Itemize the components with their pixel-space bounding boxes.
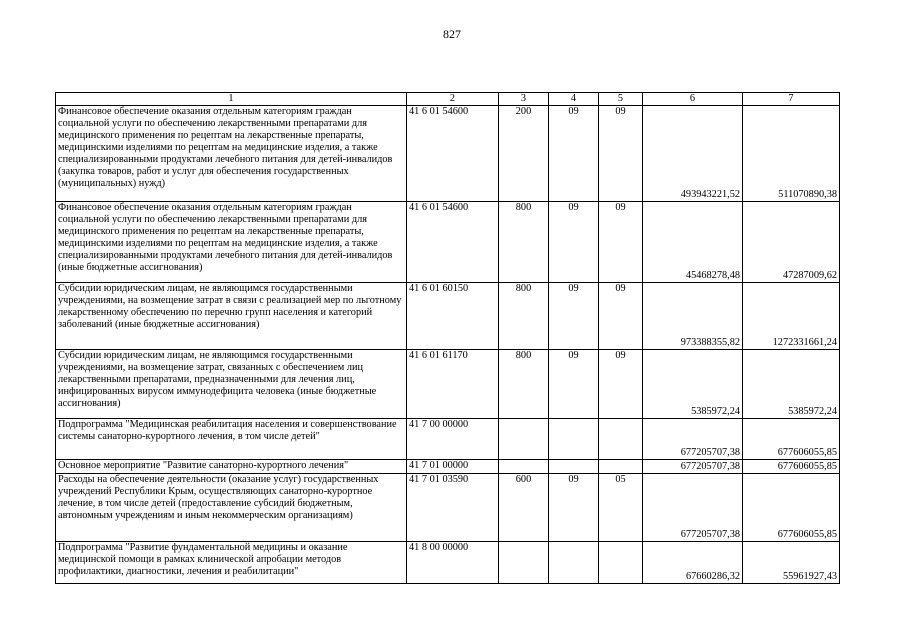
row-col7: 5385972,24 <box>743 350 840 419</box>
row-col6: 67660286,32 <box>643 542 743 584</box>
table-row <box>56 106 840 202</box>
header-cell: 2 <box>407 93 499 106</box>
row-col4: 09 <box>549 283 599 350</box>
row-col5: 09 <box>599 283 643 350</box>
row-col4: 09 <box>549 474 599 542</box>
row-col7: 55961927,43 <box>743 542 840 584</box>
table-row <box>56 350 840 419</box>
header-cell: 5 <box>599 93 643 106</box>
row-col3: 800 <box>499 350 549 419</box>
row-col7: 511070890,38 <box>743 106 840 202</box>
row-col6: 677205707,38 <box>643 474 743 542</box>
row-code: 41 6 01 54600 <box>407 202 499 283</box>
row-col5 <box>599 419 643 460</box>
row-name: Финансовое обеспечение оказания отдельным категориям граждан социальной услуги по обеспечению лекарственными препаратами для медицинского применения по рецептам на лекарственные препараты, медицинскими изделиями по рецептам на медицинские изделия, а также специализированными продуктами лечебного питания для детей-инвалидов (закупка товаров, работ и услуг для обеспечения государственных (муниципальных) нужд) <box>56 106 407 202</box>
row-code: 41 6 01 60150 <box>407 283 499 350</box>
row-col3 <box>499 419 549 460</box>
row-name: Расходы на обеспечение деятельности (оказание услуг) государственных учреждений Республики Крым, осуществляющих санаторно-курортное лечение, в том числе детей (предоставление субсидий бюджетным, автономным учреждениям и иным некоммерческим организациям) <box>56 474 407 542</box>
row-name: Основное мероприятие "Развитие санаторно-курортного лечения" <box>56 460 407 474</box>
row-col3 <box>499 542 549 584</box>
row-col6: 5385972,24 <box>643 350 743 419</box>
table-row <box>56 474 840 542</box>
row-col7: 47287009,62 <box>743 202 840 283</box>
row-col3: 800 <box>499 202 549 283</box>
row-name: Субсидии юридическим лицам, не являющимся государственными учреждениями, на возмещение затрат, связанных с обеспечением лиц лекарственными препаратами, предназначенными для лечения лиц, инфицированных вирусом иммунодефицита человека (иные бюджетные ассигнования) <box>56 350 407 419</box>
row-code: 41 6 01 54600 <box>407 106 499 202</box>
table-row <box>56 419 840 460</box>
row-col4 <box>549 419 599 460</box>
row-col4: 09 <box>549 202 599 283</box>
row-col7: 677606055,85 <box>743 419 840 460</box>
row-col6: 677205707,38 <box>643 419 743 460</box>
page-number: 827 <box>443 27 461 41</box>
row-col3: 600 <box>499 474 549 542</box>
row-col5: 05 <box>599 474 643 542</box>
row-col6: 973388355,82 <box>643 283 743 350</box>
row-col4: 09 <box>549 106 599 202</box>
row-col4 <box>549 542 599 584</box>
row-code: 41 7 01 00000 <box>407 460 499 474</box>
row-col6: 677205707,38 <box>643 460 743 474</box>
row-col4 <box>549 460 599 474</box>
header-cell: 3 <box>499 93 549 106</box>
header-cell: 1 <box>56 93 407 106</box>
row-code: 41 7 01 03590 <box>407 474 499 542</box>
row-name: Финансовое обеспечение оказания отдельным категориям граждан социальной услуги по обеспечению лекарственными препаратами для медицинского применения по рецептам на лекарственные препараты, медицинскими изделиями по рецептам на медицинские изделия, а также специализированными продуктами лечебного питания для детей-инвалидов (иные бюджетные ассигнования) <box>56 202 407 283</box>
row-col5 <box>599 542 643 584</box>
row-col5: 09 <box>599 202 643 283</box>
row-col7: 677606055,85 <box>743 474 840 542</box>
budget-table <box>55 92 840 584</box>
row-col3 <box>499 460 549 474</box>
row-col5: 09 <box>599 350 643 419</box>
table-row <box>56 460 840 474</box>
row-col6: 45468278,48 <box>643 202 743 283</box>
table-row <box>56 542 840 584</box>
row-code: 41 6 01 61170 <box>407 350 499 419</box>
row-col4: 09 <box>549 350 599 419</box>
table-row <box>56 283 840 350</box>
row-col3: 200 <box>499 106 549 202</box>
table-row <box>56 202 840 283</box>
row-name: Подпрограмма "Развитие фундаментальной медицины и оказание медицинской помощи в рамках клинической апробации методов профилактики, диагностики, лечения и реабилитации" <box>56 542 407 584</box>
row-name: Подпрограмма "Медицинская реабилитация населения и совершенствование системы санаторно-курортного лечения, в том числе детей" <box>56 419 407 460</box>
row-code: 41 7 00 00000 <box>407 419 499 460</box>
row-col3: 800 <box>499 283 549 350</box>
table-header-row <box>56 93 840 106</box>
row-col7: 1272331661,24 <box>743 283 840 350</box>
header-cell: 7 <box>743 93 840 106</box>
row-col5: 09 <box>599 106 643 202</box>
header-cell: 6 <box>643 93 743 106</box>
row-col6: 493943221,52 <box>643 106 743 202</box>
row-col5 <box>599 460 643 474</box>
row-col7: 677606055,85 <box>743 460 840 474</box>
row-name: Субсидии юридическим лицам, не являющимся государственными учреждениями, на возмещение затрат в связи с реализацией мер по льготному лекарственному обеспечению по перечню групп населения и категорий заболеваний (иные бюджетные ассигнования) <box>56 283 407 350</box>
row-code: 41 8 00 00000 <box>407 542 499 584</box>
header-cell: 4 <box>549 93 599 106</box>
